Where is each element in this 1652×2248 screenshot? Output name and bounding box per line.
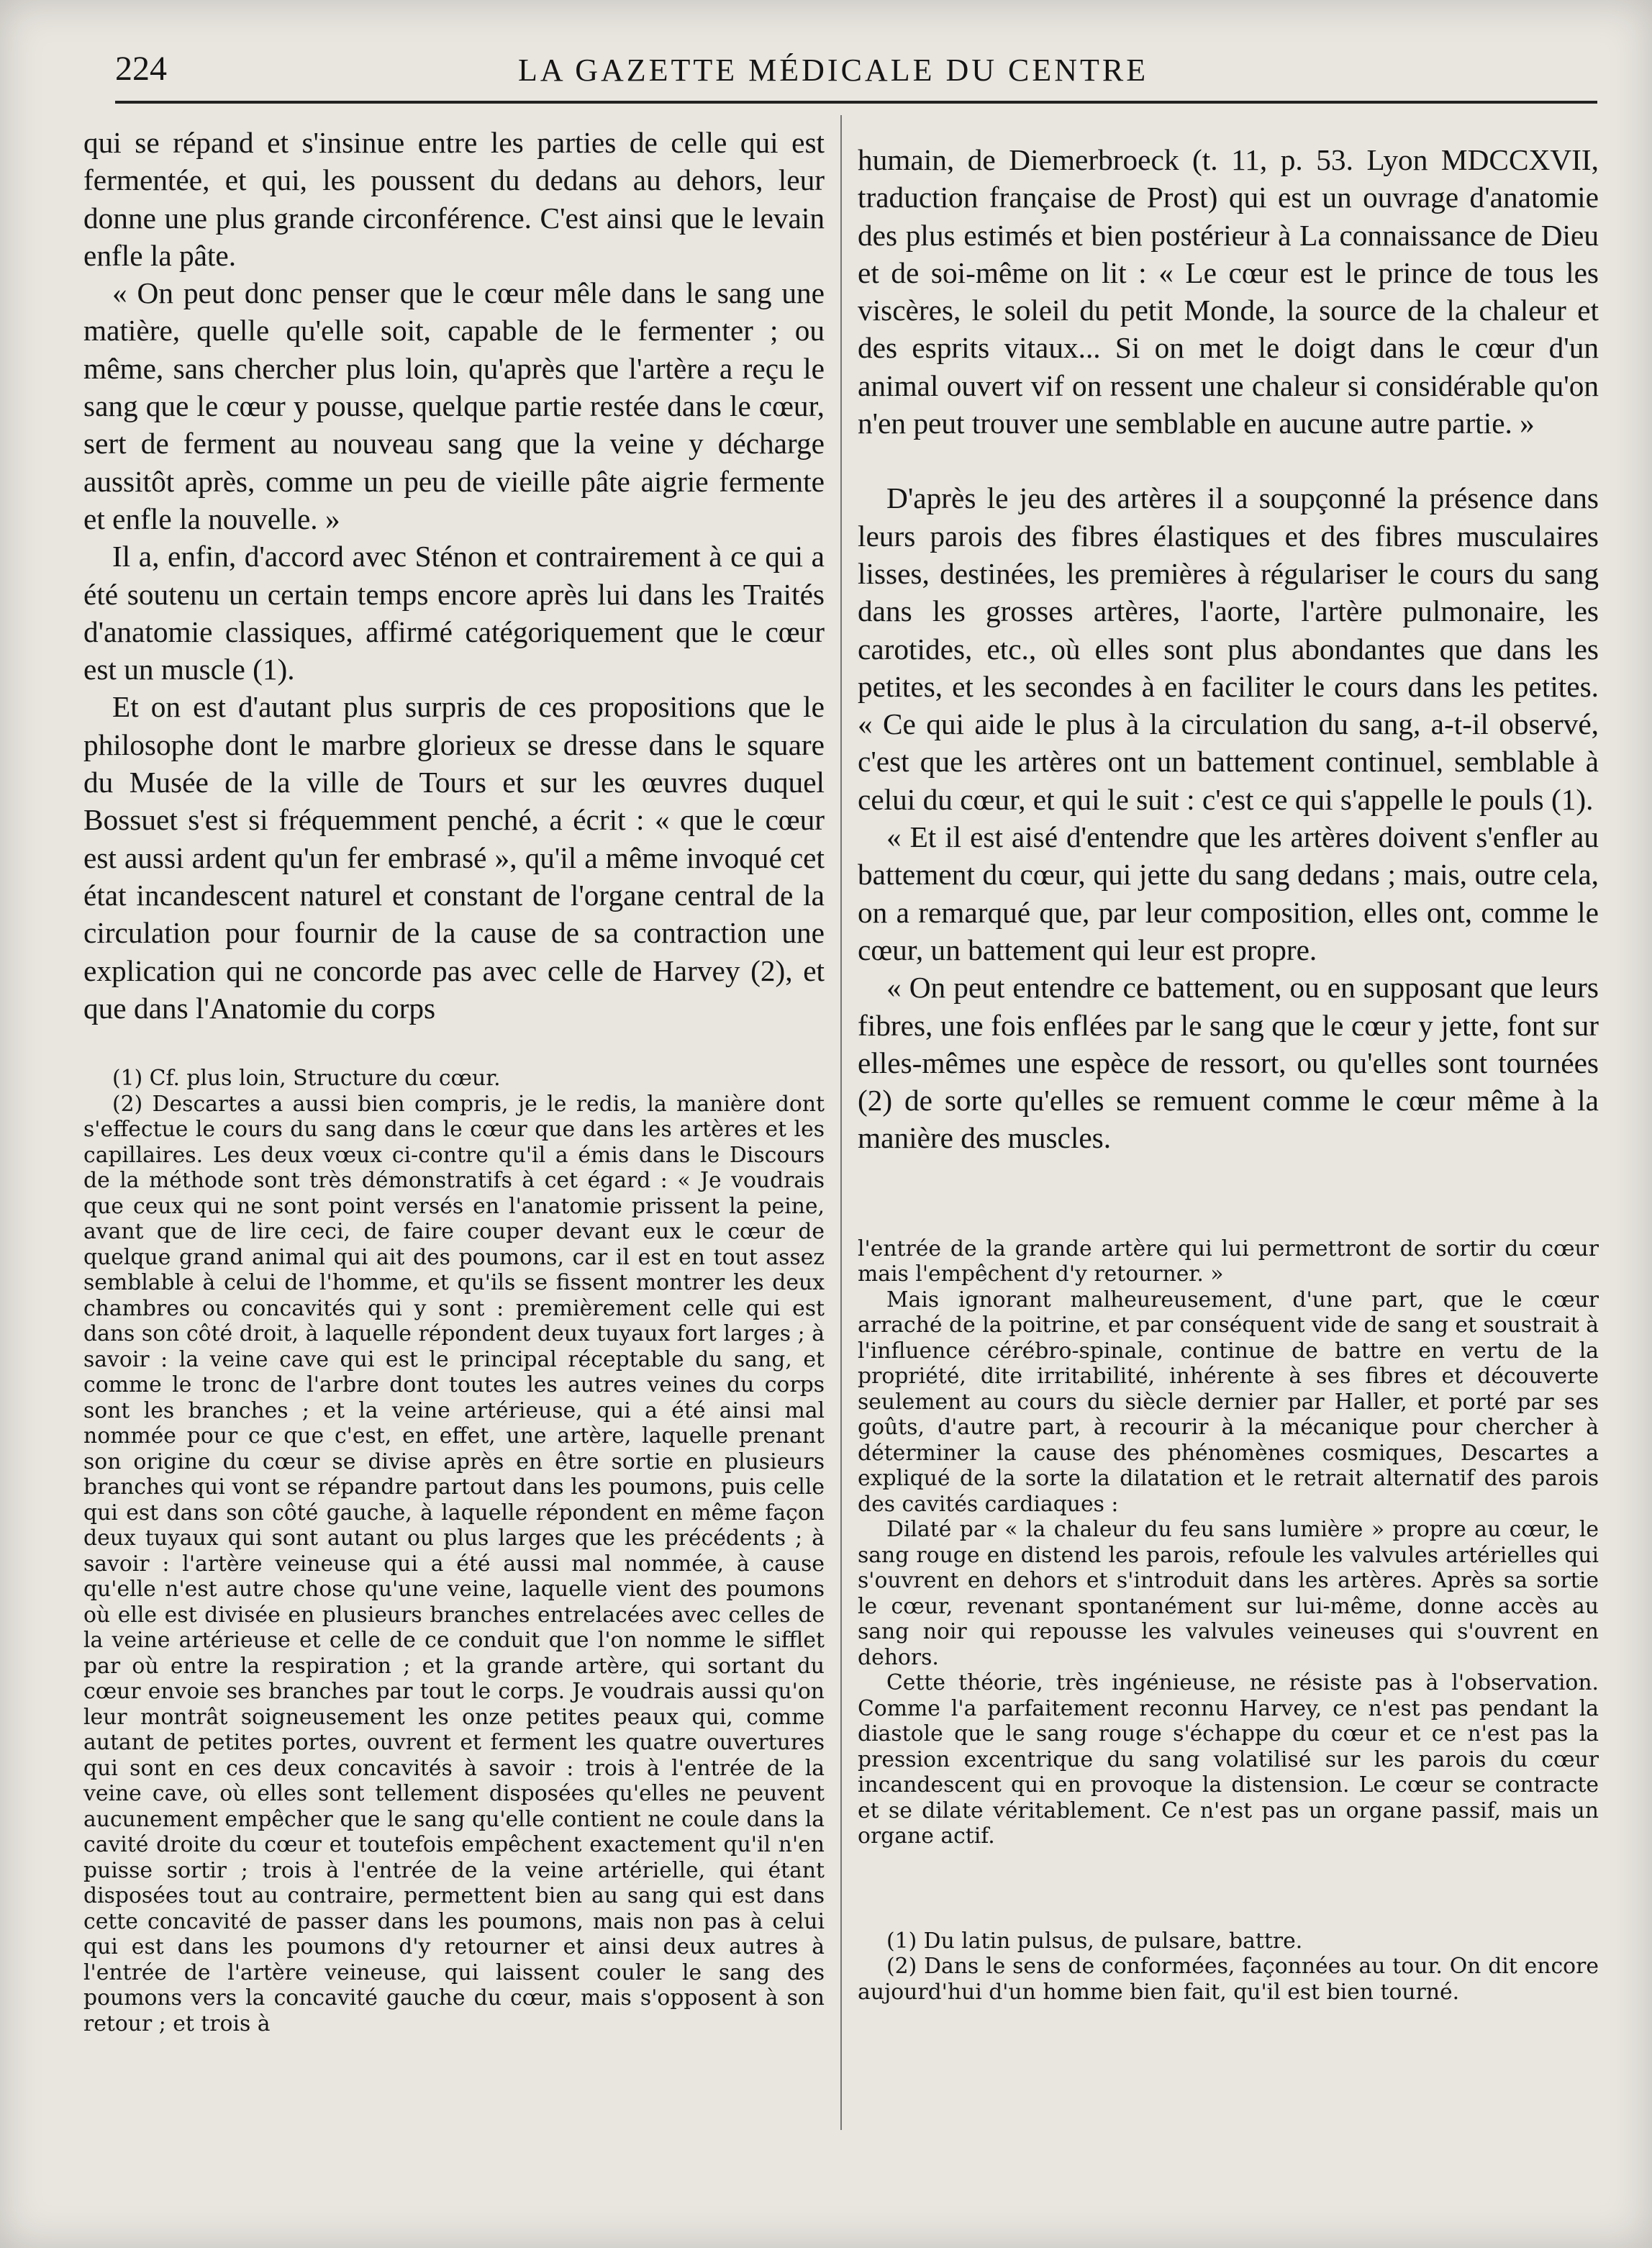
footnote: (2) Dans le sens de conformées, façonnées au tour. On dit encore aujourd'hui d'un homme bien fait, qu'il est bien tourné. bbox=[858, 1954, 1599, 2005]
paragraph: Mais ignorant malheureusement, d'une part, que le cœur arraché de la poitrine, et par conséquent vide de sang et soustrait à l'influence cérébro-spinale, continue de battre en vertu de la propriété, dite irritabilité, inhérente à ses fibres et découverte seulement au cours du siècle dernier par Haller, et porté par ses goûts, d'autre part, à recourir à la mécanique pour chercher à déterminer la cause des phénomènes cosmiques, Descartes a expliqué de la sorte la dilatation et le retrait alternatif des parois des cavités cardiaques : bbox=[858, 1287, 1599, 1517]
paragraph: Dilaté par « la chaleur du feu sans lumière » propre au cœur, le sang rouge en distend les parois, refoule les valvules artérielles qui s'ouvrent en dehors et s'introduit dans les artères. Après sa sortie le cœur, revenant spontanément sur lui-même, donne accès au sang noir qui repousse les valvules veineuses qui s'ouvrent en dehors. bbox=[858, 1517, 1599, 1670]
paragraph: Et on est d'autant plus surpris de ces propositions que le philosophe dont le marbre glorieux se dresse dans le square du Musée de la ville de Tours et sur les œuvres duquel Bossuet s'est si fréquemment penché, a écrit : « que le cœur est aussi ardent qu'un fer embrasé », qu'il a même invoqué cet état incandescent naturel et constant de l'organe central de la circulation pour fournir de la cause de sa contraction une explication qui ne concorde pas avec celle de Harvey (2), et que dans l'Anatomie du corps bbox=[83, 690, 825, 1025]
right-body-text-second bbox=[858, 479, 1599, 1156]
right-body-text-top bbox=[858, 141, 1599, 442]
right-footnotes bbox=[858, 1929, 1599, 2005]
left-footnotes bbox=[83, 1066, 825, 2036]
page-number: 224 bbox=[115, 50, 167, 88]
left-body-text bbox=[83, 124, 825, 1027]
left-column bbox=[83, 124, 825, 2036]
footnote: (2) Descartes a aussi bien compris, je le redis, la manière dont s'effectue le cours du sang dans le cœur que dans les artères et les capillaires. Les deux vœux ci-contre qu'il a émis dans le Discours de la méthode sont très démonstratifs à cet égard : « Je voudrais que ceux qui ne sont point versés en l'anatomie prissent la peine, avant que de lire ceci, de faire couper devant eux le cœur de quelque grand animal qui ait des poumons, car il est en tout assez semblable à celui de l'homme, et qu'ils se fissent montrer les deux chambres ou concavités qui y sont : premièrement celle qui est dans son côté droit, à laquelle répondent deux tuyaux fort larges ; à savoir : la veine cave qui est le principal réceptable du sang, et comme le tronc de l'arbre dont toutes les autres veines du corps sont les branches ; et la veine artérieuse, qui a été ainsi mal nommée pour ce que c'est, en effet, une artère, laquelle prenant son origine du cœur se divise après en être sortie en plusieurs branches qui vont se répandre partout dans les poumons, puis celle qui est dans son côté gauche, à laquelle répondent en même façon deux tuyaux qui sont autant ou plus larges que les précédents ; à savoir : l'artère veineuse qui a été aussi mal nommée, à cause qu'elle n'est autre chose qu'une veine, laquelle vient des poumons où elle est divisée en plusieurs branches entrelacées avec celles de la veine artérieuse et celle de ce conduit que l'on nomme le sifflet par où entre la respiration ; et la grande artère, qui sortant du cœur envoie ses branches par tout le corps. Je voudrais aussi qu'on leur montrât soigneusement les onze petites peaux qui, comme autant de petites portes, ouvrent et ferment les quatre ouvertures qui sont en ces deux concavités à savoir : trois à l'entrée de la veine cave, où elles sont tellement disposées qu'elles ne peuvent aucunement empêcher que le sang qu'elle contient ne coule dans la cavité droite du cœur et toutefois empêchent exactement qu'il n'en puisse sortir ; trois à l'entrée de la veine artérielle, qui étant disposées tout au contraire, permettent bien au sang qui est dans cette concavité de passer dans les poumons, mais non pas à celui qui est dans les poumons d'y retourner et ainsi deux autres à l'entrée de l'artère veineuse, qui laissent couler le sang des poumons vers la concavité gauche du cœur, mais s'opposent à son retour ; et trois à bbox=[83, 1091, 825, 2036]
paragraph: Cette théorie, très ingénieuse, ne résiste pas à l'observation. Comme l'a parfaitement reconnu Harvey, ce n'est pas pendant la diastole que le sang rouge s'échappe du cœur et ce n'est pas la pression excentrique du sang volatilisé sur les parois du cœur incandescent qui en provoque la distension. Le cœur se contracte et se dilate véritablement. Ce n'est pas un organe passif, mais un organe actif. bbox=[858, 1670, 1599, 1849]
footnote: (1) Du latin pulsus, de pulsare, battre. bbox=[886, 1928, 1303, 1954]
footnote: (1) Cf. plus loin, Structure du cœur. bbox=[112, 1066, 501, 1092]
journal-title: LA GAZETTE MÉDICALE DU CENTRE bbox=[518, 53, 1149, 88]
right-continuation bbox=[858, 1236, 1599, 1849]
header-rule bbox=[115, 101, 1597, 104]
paragraph: D'après le jeu des artères il a soupçonné la présence dans leurs parois des fibres élastiques et des fibres musculaires lisses, destinées, les premières à régulariser le cours du sang dans les grosses artères, l'aorte, l'artère pulmonaire, les carotides, etc., où elles sont plus abondantes que dans les petites, et les secondes à en faciliter le cours dans les petites. « Ce qui aide le plus à la circulation du sang, a-t-il observé, c'est que les artères ont un battement continuel, semblable à celui du cœur, et qui le suit : c'est ce qui s'appelle le pouls (1). bbox=[858, 481, 1599, 816]
right-column bbox=[858, 141, 1599, 2005]
paragraph: « Et il est aisé d'entendre que les artères doivent s'enfler au battement du cœur, qui jette du sang dedans ; mais, outre cela, on a remarqué que, par leur composition, elles ont, comme le cœur, un battement qui leur est propre. bbox=[858, 820, 1599, 966]
paragraph: qui se répand et s'insinue entre les parties de celle qui est fermentée, et qui, les poussent du dedans au dehors, leur donne une plus grande circonférence. C'est ainsi que le levain enfle la pâte. bbox=[83, 126, 825, 272]
paragraph: l'entrée de la grande artère qui lui permettront de sortir du cœur mais l'empêchent d'y retourner. » bbox=[858, 1236, 1599, 1287]
paragraph: humain, de Diemerbroeck (t. 11, p. 53. Lyon MDCCXVII, traduction française de Prost) qui est un ouvrage d'anatomie des plus estimés et bien postérieur à La connaissance de Dieu et de soi-même on lit : « Le cœur est le prince de tous les viscères, le soleil du petit Monde, la source de la chaleur et des esprits vitaux... Si on met le doigt dans le cœur d'un animal ouvert vif on ressent une chaleur si considérable qu'on n'en peut trouver une semblable en aucune autre partie. » bbox=[858, 143, 1599, 440]
paragraph: Il a, enfin, d'accord avec Sténon et contrairement à ce qui a été soutenu un certain temps encore après lui dans les Traités d'anatomie classiques, affirmé catégoriquement que le cœur est un muscle (1). bbox=[83, 540, 825, 686]
column-divider bbox=[840, 115, 842, 2130]
paragraph: « On peut entendre ce battement, ou en supposant que leurs fibres, une fois enflées par le sang que le cœur y jette, font sur elles-mêmes une espèce de ressort, ou qu'elles sont tournées (2) de sorte qu'elles se remuent comme le cœur même à la manière des muscles. bbox=[858, 971, 1599, 1155]
paragraph: « On peut donc penser que le cœur mêle dans le sang une matière, quelle qu'elle soit, capable de le fermenter ; ou même, sans chercher plus loin, qu'après que l'artère a reçu le sang que le cœur y pousse, quelque partie restée dans le cœur, sert de ferment au nouveau sang que la veine y décharge aussitôt après, comme un peu de vieille pâte aigrie fermente et enfle la nouvelle. » bbox=[83, 276, 825, 535]
